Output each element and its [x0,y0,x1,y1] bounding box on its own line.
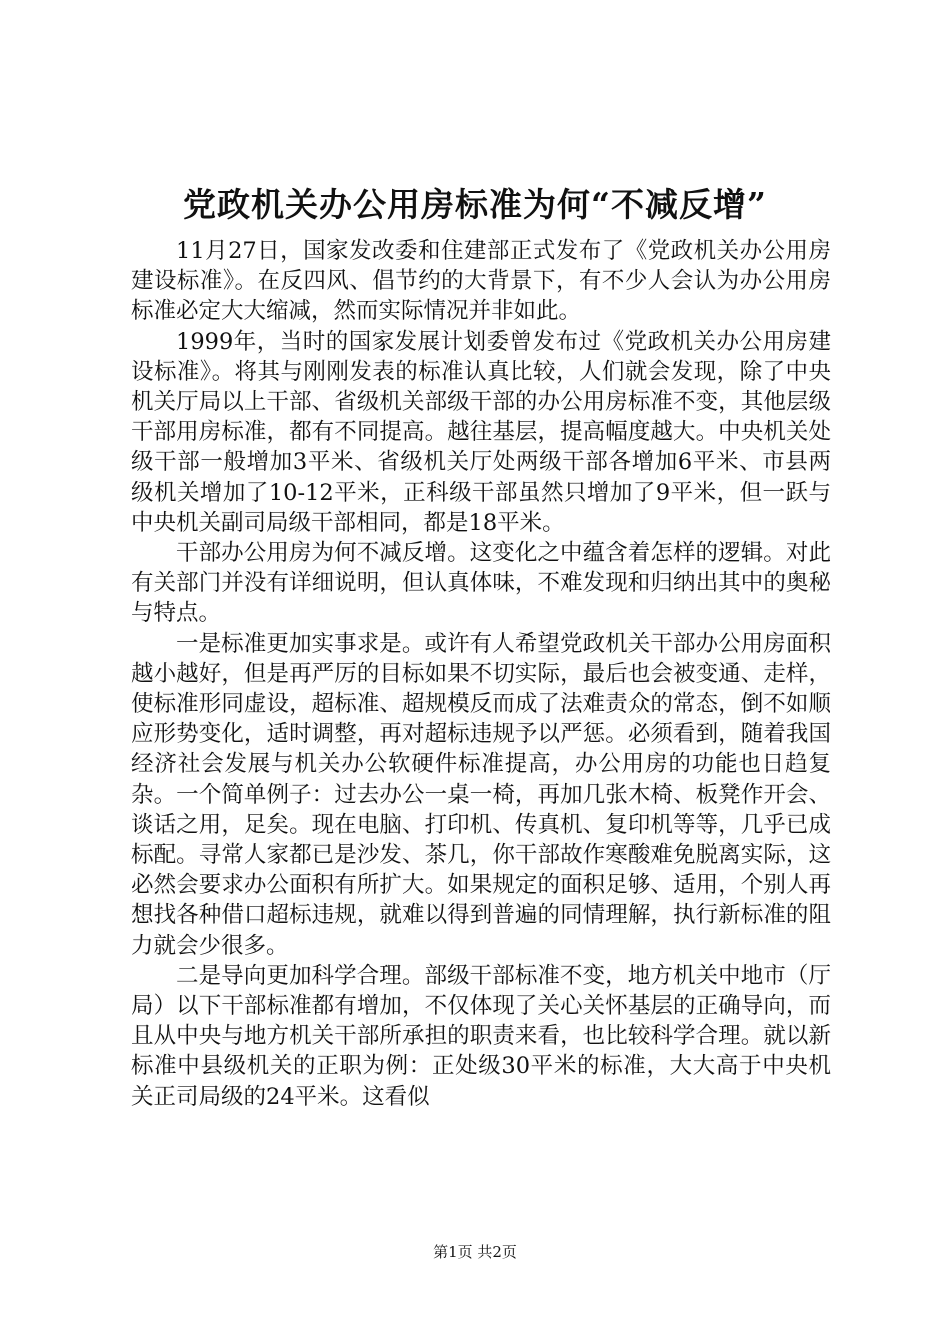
page-footer: 第1页 共2页 [433,1243,517,1261]
paragraph-2: 1999年，当时的国家发展计划委曾发布过《党政机关办公用房建设标准》。将其与刚刚发表的标准认真比较，人们就会发现，除了中央机关厅局以上干部、省级机关部级干部的办公用房标准不变，其他层级干部用房标准，都有不同提高。越往基层，提高幅度越大。中央机关处级干部一般增加3平米、省级机关厅处两级干部各增加6平米、市县两级机关增加了10-12平米，正科级干部虽然只增加了9平米，但一跃与中央机关副司局级干部相同，都是18平米。 [131,328,831,536]
paragraph-4: 一是标准更加实事求是。或许有人希望党政机关干部办公用房面积越小越好，但是再严厉的目标如果不切实际，最后也会被变通、走样，使标准形同虚设，超标准、超规模反而成了法难责众的常态，倒不如顺应形势变化，适时调整，再对超标违规予以严惩。必须看到，随着我国经济社会发展与机关办公软硬件标准提高，办公用房的功能也日趋复杂。一个简单例子：过去办公一桌一椅，再加几张木椅、板凳作开会、谈话之用，足矣。现在电脑、打印机、传真机、复印机等等，几乎已成标配。寻常人家都已是沙发、茶几，你干部故作寒酸难免脱离实际，这必然会要求办公面积有所扩大。如果规定的面积足够、适用，个别人再想找各种借口超标违规，就难以得到普遍的同情理解，执行新标准的阻力就会少很多。 [131,630,831,959]
paragraph-3: 干部办公用房为何不减反增。这变化之中蕴含着怎样的逻辑。对此有关部门并没有详细说明，但认真体味，不难发现和归纳出其中的奥秘与特点。 [131,540,831,627]
paragraph-1: 11月27日，国家发改委和住建部正式发布了《党政机关办公用房建设标准》。在反四风、倡节约的大背景下，有不少人会认为办公用房标准必定大大缩减，然而实际情况并非如此。 [131,238,831,325]
document-body [131,236,831,1112]
paragraph-5: 二是导向更加科学合理。部级干部标准不变，地方机关中地市（厅局）以下干部标准都有增加，不仅体现了关心关怀基层的正确导向，而且从中央与地方机关干部所承担的职责来看，也比较科学合理。就以新标准中县级机关的正职为例：正处级30平米的标准，大大高于中央机关正司局级的24平米。这看似 [131,962,831,1110]
document-title: 党政机关办公用房标准为何“不减反增” [183,185,767,224]
